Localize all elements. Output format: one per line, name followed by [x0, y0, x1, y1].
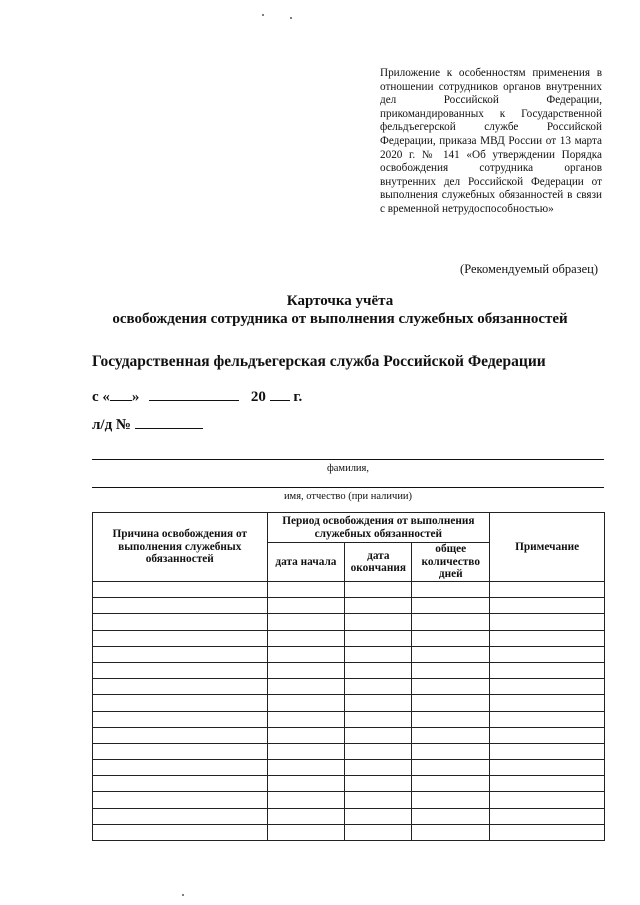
surname-caption: фамилия,: [326, 463, 370, 474]
table-cell[interactable]: [490, 808, 605, 824]
table-cell[interactable]: [93, 711, 268, 727]
table-cell[interactable]: [412, 727, 490, 743]
table-row: [93, 598, 605, 614]
table-cell[interactable]: [412, 614, 490, 630]
table-cell[interactable]: [93, 662, 268, 678]
table-row: [93, 824, 605, 840]
table-row: [93, 695, 605, 711]
table-cell[interactable]: [267, 727, 345, 743]
day-blank[interactable]: [110, 386, 132, 401]
table-cell[interactable]: [345, 582, 412, 598]
date-prefix: с «: [92, 389, 110, 405]
table-cell[interactable]: [412, 776, 490, 792]
release-table: [92, 512, 605, 841]
table-cell[interactable]: [93, 808, 268, 824]
header-period: Период освобождения от выполнения служебных обязанностей: [267, 513, 490, 543]
scan-speck: [290, 17, 292, 19]
table-row: [93, 662, 605, 678]
table-cell[interactable]: [412, 792, 490, 808]
table-cell[interactable]: [267, 598, 345, 614]
appendix-note: Приложение к особенностям применения в отношении сотрудников органов внутренних дел Российской Федерации, прикомандированных к Государственной фельдъегерской службе Российской Федерации, приказа МВД России от 13 марта 2020 г. № 141 «Об утверждении Порядка освобождения сотрудника органов внутренних дел Российской Федерации от выполнения служебных обязанностей в связи с временной нетрудоспособностью»: [380, 67, 602, 215]
table-cell[interactable]: [412, 711, 490, 727]
table-cell[interactable]: [345, 598, 412, 614]
name-line[interactable]: [92, 487, 604, 488]
table-cell[interactable]: [412, 824, 490, 840]
table-row: [93, 679, 605, 695]
table-cell[interactable]: [345, 711, 412, 727]
name-caption: имя, отчество (при наличии): [283, 491, 413, 502]
table-cell[interactable]: [345, 630, 412, 646]
table-cell[interactable]: [490, 646, 605, 662]
table-cell[interactable]: [490, 727, 605, 743]
table-cell[interactable]: [345, 679, 412, 695]
table-cell[interactable]: [490, 695, 605, 711]
table-cell[interactable]: [345, 695, 412, 711]
table-cell[interactable]: [490, 792, 605, 808]
table-cell[interactable]: [345, 743, 412, 759]
sample-note: (Рекомендуемый образец): [460, 262, 598, 276]
header-reason: Причина освобождения от выполнения служебных обязанностей: [93, 513, 268, 582]
ld-number-blank[interactable]: [135, 414, 203, 429]
table-row: [93, 582, 605, 598]
table-row: [93, 614, 605, 630]
table-cell[interactable]: [412, 760, 490, 776]
card-subtitle: освобождения сотрудника от выполнения служебных обязанностей: [112, 311, 568, 327]
table-cell[interactable]: [412, 630, 490, 646]
table-cell[interactable]: [345, 614, 412, 630]
surname-line[interactable]: [92, 459, 604, 460]
table-cell[interactable]: [93, 582, 268, 598]
table-cell[interactable]: [412, 679, 490, 695]
table-cell[interactable]: [93, 824, 268, 840]
table-cell[interactable]: [412, 582, 490, 598]
table-row: [93, 711, 605, 727]
table-cell[interactable]: [93, 598, 268, 614]
table-row: [93, 808, 605, 824]
table-cell[interactable]: [93, 792, 268, 808]
table-cell[interactable]: [93, 614, 268, 630]
table-cell[interactable]: [267, 743, 345, 759]
table-cell[interactable]: [345, 824, 412, 840]
header-note: Примечание: [490, 513, 605, 582]
table-cell[interactable]: [490, 598, 605, 614]
card-title: Карточка учёта: [286, 293, 394, 309]
table-cell[interactable]: [93, 679, 268, 695]
table-row: [93, 727, 605, 743]
table-cell[interactable]: [345, 792, 412, 808]
table-cell[interactable]: [93, 743, 268, 759]
table-cell[interactable]: [345, 662, 412, 678]
table-cell[interactable]: [412, 808, 490, 824]
table-cell[interactable]: [93, 630, 268, 646]
table-cell[interactable]: [490, 760, 605, 776]
table-row: [93, 776, 605, 792]
table-cell[interactable]: [345, 646, 412, 662]
table-cell[interactable]: [267, 776, 345, 792]
table-cell[interactable]: [490, 776, 605, 792]
month-blank[interactable]: [149, 386, 239, 401]
table-cell[interactable]: [267, 679, 345, 695]
header-start-date: дата начала: [267, 543, 345, 582]
table-cell[interactable]: [345, 760, 412, 776]
table-cell[interactable]: [345, 727, 412, 743]
table-cell[interactable]: [412, 743, 490, 759]
table-cell[interactable]: [267, 808, 345, 824]
table-cell[interactable]: [412, 598, 490, 614]
header-total-days: общее количество дней: [412, 543, 490, 582]
year-blank[interactable]: [270, 386, 290, 401]
table-row: [93, 792, 605, 808]
table-cell[interactable]: [93, 776, 268, 792]
table-cell[interactable]: [412, 695, 490, 711]
table-cell[interactable]: [267, 662, 345, 678]
table-cell[interactable]: [93, 695, 268, 711]
date-close-quote: »: [131, 389, 140, 405]
year-suffix: г.: [293, 389, 303, 405]
table-cell[interactable]: [267, 711, 345, 727]
table-cell[interactable]: [490, 824, 605, 840]
table-cell[interactable]: [267, 824, 345, 840]
ld-label: л/д №: [92, 417, 131, 433]
table-cell[interactable]: [267, 646, 345, 662]
table-row: [93, 630, 605, 646]
table-cell[interactable]: [93, 727, 268, 743]
table-cell[interactable]: [345, 776, 412, 792]
table-cell[interactable]: [267, 695, 345, 711]
table-cell[interactable]: [93, 646, 268, 662]
table-cell[interactable]: [267, 792, 345, 808]
table-row: [93, 646, 605, 662]
table-body: [93, 582, 605, 841]
personal-file-line: [92, 414, 203, 434]
header-end-date: дата окончания: [345, 543, 412, 582]
table-cell[interactable]: [267, 760, 345, 776]
table-cell[interactable]: [345, 808, 412, 824]
table-cell[interactable]: [490, 662, 605, 678]
table-cell[interactable]: [412, 646, 490, 662]
table-cell[interactable]: [490, 614, 605, 630]
table-cell[interactable]: [267, 582, 345, 598]
table-cell[interactable]: [490, 630, 605, 646]
year-prefix: 20: [250, 389, 266, 405]
table-cell[interactable]: [267, 614, 345, 630]
table-cell[interactable]: [267, 630, 345, 646]
table-cell[interactable]: [490, 679, 605, 695]
scan-speck: [182, 894, 184, 896]
table-cell[interactable]: [490, 743, 605, 759]
date-line: [92, 386, 302, 406]
table-cell[interactable]: [412, 662, 490, 678]
table-row: [93, 743, 605, 759]
organization-name: Государственная фельдъегерская служба Российской Федерации: [92, 353, 546, 370]
table-cell[interactable]: [490, 711, 605, 727]
table-cell[interactable]: [490, 582, 605, 598]
scan-speck: [262, 14, 264, 16]
table-cell[interactable]: [93, 760, 268, 776]
table-row: [93, 760, 605, 776]
